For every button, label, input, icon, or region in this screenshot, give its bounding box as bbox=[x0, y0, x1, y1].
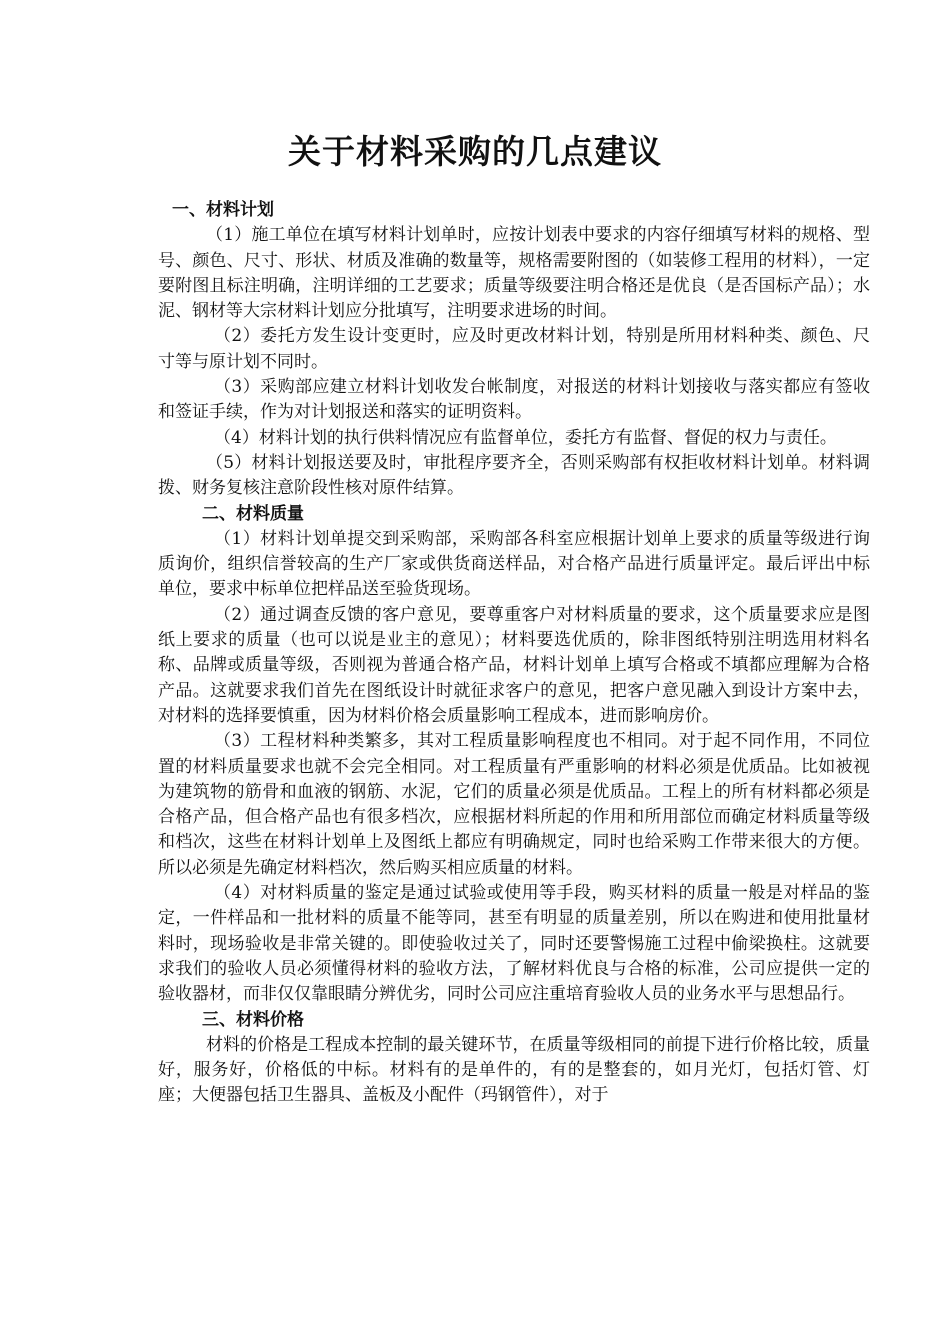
paragraph: （4）对材料质量的鉴定是通过试验或使用等手段，购买材料的质量一般是对样品的鉴定，一件样品和一批材料的质量不能等同，甚至有明显的质量差别，所以在购进和使用批量材料时，现场验收是非常关键的。即使验收过关了，同时还要警惕施工过程中偷梁换柱。这就要求我们的验收人员必须懂得材料的验收方法，了解材料优良与合格的标准，公司应提供一定的验收器材，而非仅仅靠眼睛分辨优劣，同时公司应注重培育验收人员的业务水平与思想品行。 bbox=[158, 883, 870, 1005]
paragraph: （3）采购部应建立材料计划收发台帐制度，对报送的材料计划接收与落实都应有签收和签证手续，作为对计划报送和落实的证明资料。 bbox=[158, 377, 870, 423]
section-heading-quality: 二、材料质量 bbox=[202, 503, 304, 524]
paragraph: （1）材料计划单提交到采购部，采购部各科室应根据计划单上要求的质量等级进行询质询价，组织信誉较高的生产厂家或供货商送样品，对合格产品进行质量评定。最后评出中标单位，要求中标单位把样品送至验货现场。 bbox=[158, 528, 870, 600]
paragraph: （2）委托方发生设计变更时，应及时更改材料计划，特别是所用材料种类、颜色、尺寸等与原计划不同时。 bbox=[158, 326, 870, 372]
paragraph: （1）施工单位在填写材料计划单时，应按计划表中要求的内容仔细填写材料的规格、型号、颜色、尺寸、形状、材质及准确的数量等，规格需要附图的（如装修工程用的材料），一定要附图且标注明确，注明详细的工艺要求；质量等级要注明合格还是优良（是否国标产品）；水泥、钢材等大宗材料计划应分批填写，注明要求进场的时间。 bbox=[158, 225, 870, 322]
paragraph: （3）工程材料种类繁多，其对工程质量影响程度也不相同。对于起不同作用，不同位置的材料质量要求也就不会完全相同。对工程质量有严重影响的材料必须是优质品。比如被视为建筑物的筋骨和血液的钢筋、水泥，它们的质量必须是优质品。工程上的所有材料都必须是合格产品，但合格产品也有很多档次，应根据材料所起的作用和所用部位而确定材料质量等级和档次，这些在材料计划单上及图纸上都应有明确规定，同时也给采购工作带来很大的方便。所以必须是先确定材料档次，然后购买相应质量的材料。 bbox=[158, 731, 870, 878]
document-title: 关于材料采购的几点建议 bbox=[288, 132, 662, 171]
paragraph: （5）材料计划报送要及时，审批程序要齐全，否则采购部有权拒收材料计划单。材料调拨、财务复核注意阶段性核对原件结算。 bbox=[158, 452, 870, 499]
paragraph: （2）通过调查反馈的客户意见，要尊重客户对材料质量的要求，这个质量要求应是图纸上要求的质量（也可以说是业主的意见）；材料要选优质的，除非图纸特别注明选用材料名称、品牌或质量等级，否则视为普通合格产品，材料计划单上填写合格或不填都应理解为合格产品。这就要求我们首先在图纸设计时就征求客户的意见，把客户意见融入到设计方案中去，对材料的选择要慎重，因为材料价格会质量影响工程成本，进而影响房价。 bbox=[158, 604, 870, 726]
document-body bbox=[158, 198, 870, 1109]
paragraph: 材料的价格是工程成本控制的最关键环节，在质量等级相同的前提下进行价格比较，质量好，服务好，价格低的中标。材料有的是单件的，有的是整套的，如月光灯，包括灯管、灯座；大便器包括卫生器具、盖板及小配件（玛钢管件），对于 bbox=[158, 1034, 870, 1106]
section-heading-plan: 一、材料计划 bbox=[172, 200, 274, 220]
paragraph: （4）材料计划的执行供料情况应有监督单位，委托方有监督、督促的权力与责任。 bbox=[214, 427, 837, 448]
section-heading-price: 三、材料价格 bbox=[202, 1009, 304, 1030]
